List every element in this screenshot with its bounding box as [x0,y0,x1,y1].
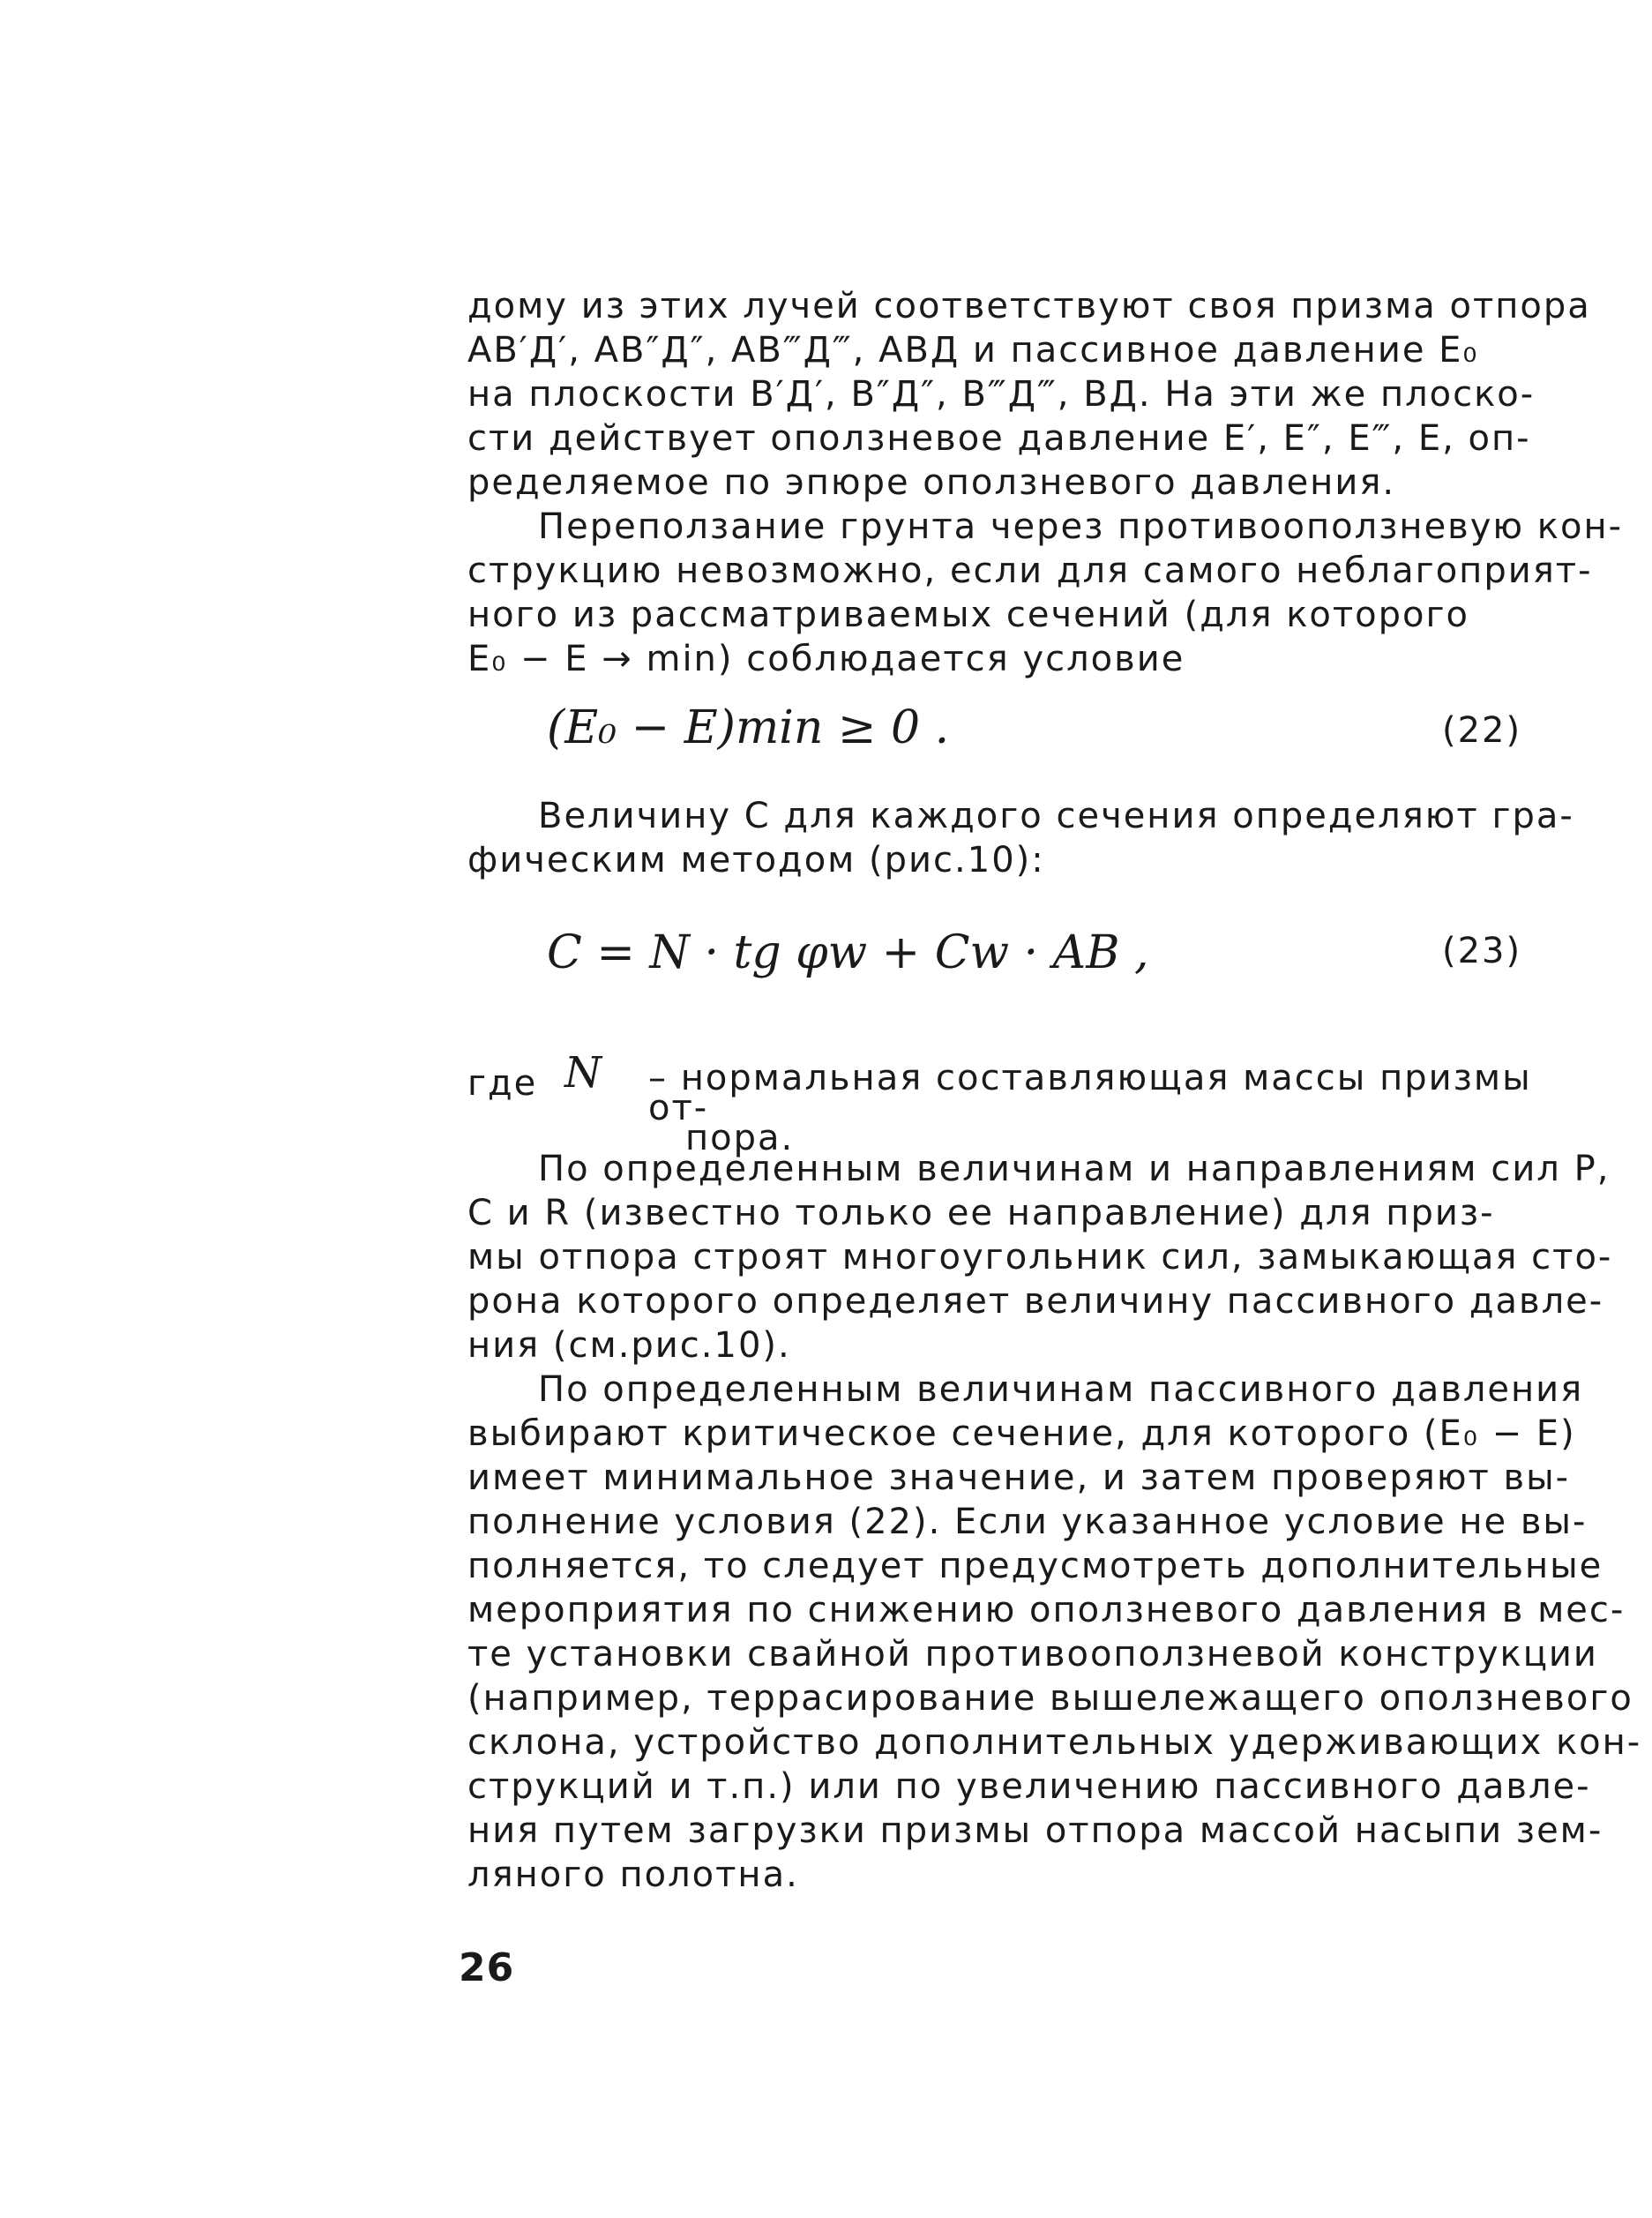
text-line: дому из этих лучей соответствуют своя призма отпора [467,286,1591,326]
paragraph-graphical-method [467,794,1588,882]
where-symbol: N [564,1048,602,1098]
text-line: Переползание грунта через противооползневую кон- [538,506,1624,547]
text-line: мероприятия по снижению оползневого давления в мес- [467,1590,1626,1630]
text-line: ляного полотна. [467,1855,799,1895]
text-line: струкцию невозможно, если для самого неблагоприят- [467,551,1593,591]
paragraph-continuation [467,284,1591,505]
text-line: ного из рассматриваемых сечений (для которого [467,595,1469,635]
equation-number-22: (22) [1442,710,1522,751]
text-line: ния путем загрузки призмы отпора массой насыпи зем- [467,1810,1603,1851]
text-line: выбирают критическое сечение, для которого (E₀ − E) [467,1413,1576,1454]
text-line: полнение условия (22). Если указанное условие не вы- [467,1502,1588,1542]
text-line: – нормальная составляющая массы призмы от- [648,1058,1532,1128]
equation-number-23: (23) [1442,931,1522,971]
text-line: пора. [685,1118,795,1158]
text-line: По определенным величинам пассивного давления [538,1369,1584,1410]
text-line: ределяемое по эпюре оползневого давления. [467,462,1396,503]
text-line: мы отпора строят многоугольник сил, замыкающая сто- [467,1237,1613,1278]
paragraph-critical-section [467,1368,1642,1897]
text-line: рона которого определяет величину пассивного давле- [467,1281,1604,1322]
where-definition [648,1058,1583,1158]
text-line: Величину C для каждого сечения определяют гра- [538,796,1574,836]
text-line: По определенным величинам и направлениям сил P, [538,1149,1611,1189]
text-line: АВ′Д′, АВ″Д″, АВ‴Д‴, АВД и пассивное давление E₀ [467,330,1479,371]
text-line: фическим методом (рис.10): [467,840,1045,880]
text-line: сти действует оползневое давление Е′, Е″, Е‴, Е, оп- [467,418,1531,459]
page-number: 26 [459,1945,515,1990]
text-line: E₀ − E → min) соблюдается условие [467,639,1185,679]
text-line: ния (см.рис.10). [467,1325,791,1366]
text-line: струкций и т.п.) или по увеличению пассивного давле- [467,1766,1591,1807]
text-line: (например, террасирование вышележащего оползневого [467,1678,1633,1719]
where-label: где [467,1063,538,1104]
text-line: склона, устройство дополнительных удерживающих кон- [467,1722,1642,1763]
formula-22: (E₀ − E)min ≥ 0 . [547,701,950,754]
text-line: полняется, то следует предусмотреть дополнительные [467,1546,1603,1586]
text-line: C и R (известно только ее направление) для приз- [467,1193,1495,1233]
paragraph-creep-condition [467,505,1624,681]
text-line: имеет минимальное значение, и затем проверяют вы- [467,1457,1571,1498]
text-line: на плоскости В′Д′, В″Д″, В‴Д‴, ВД. На эти же плоско- [467,374,1536,415]
text-line: те установки свайной противооползневой конструкции [467,1634,1598,1675]
paragraph-force-polygon [467,1147,1613,1368]
formula-23: C = N · tg φw + Cw · AB , [547,926,1149,979]
